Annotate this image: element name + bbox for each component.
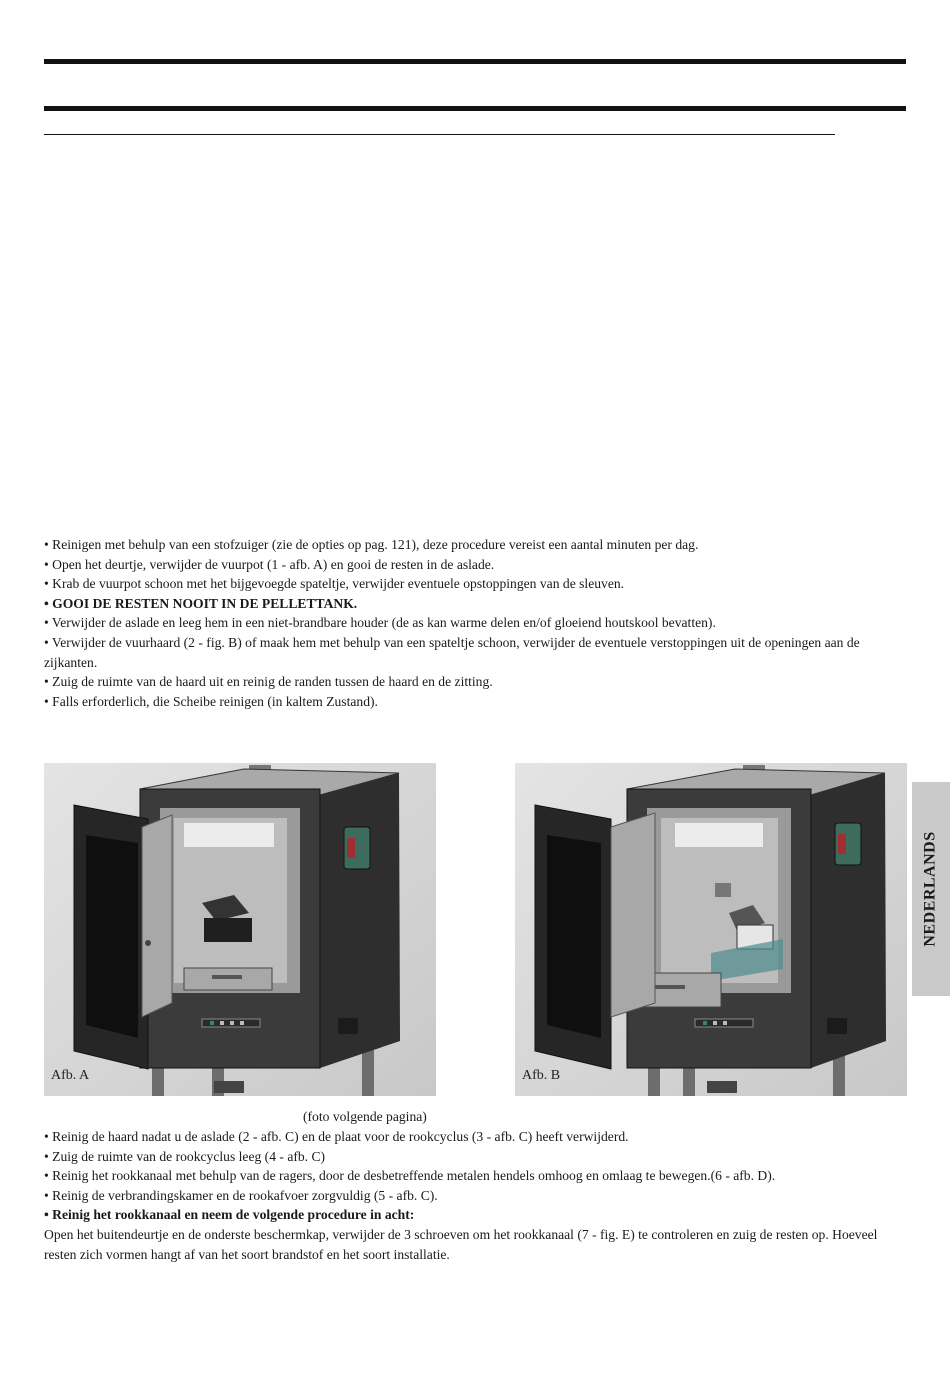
- smoke-duct-instructions: [44, 1127, 910, 1264]
- instruction-line: • Verwijder de vuurhaard (2 - fig. B) of maak hem met behulp van een spateltje schoon, verwijder de eventuele verstoppingen uit de openingen aan de zijkanten.: [44, 634, 860, 670]
- figure-a: [44, 763, 436, 1096]
- figure-label: Afb. A: [51, 1068, 90, 1083]
- top-thick-rule: [44, 59, 906, 64]
- instruction-line: • Reinig de haard nadat u de aslade (2 - afb. C) en de plaat voor de rookcyclus (3 - afb. C) heeft verwijderd.: [44, 1129, 629, 1144]
- cleaning-instructions: [44, 535, 910, 711]
- instruction-line: • Reinigen met behulp van een stofzuiger (zie de opties op pag. 121), deze procedure vereist een aantal minuten per dag.: [44, 537, 699, 552]
- instruction-line: Open het buitendeurtje en de onderste beschermkap, verwijder de 3 schroeven om het rookkanaal (7 - fig. E) te controleren en zuig de resten op. Hoeveel resten zich vormen hangt af van het soort brandstof en het soort installatie.: [44, 1226, 878, 1262]
- instruction-line: • Reinig het rookkanaal met behulp van de ragers, door de desbetreffende metalen hendels omhoog en omlaag te bewegen.(6 - afb. D).: [44, 1168, 776, 1184]
- instruction-line: • Zuig de ruimte van de haard uit en reinig de randen tussen de haard en de zitting.: [44, 674, 493, 690]
- figure-b: [515, 763, 907, 1096]
- instruction-warning: • GOOI DE RESTEN NOOIT IN DE PELLETTANK.: [44, 595, 358, 611]
- second-thick-rule: [44, 106, 906, 111]
- instruction-line: • Open het deurtje, verwijder de vuurpot (1 - afb. A) en gooi de resten in de aslade.: [44, 556, 495, 572]
- photo-caption: (foto volgende pagina): [303, 1109, 427, 1124]
- language-tab-label: NEDERLANDS: [922, 831, 939, 947]
- stove-illustration-b: [515, 763, 907, 1096]
- thin-rule: [44, 134, 835, 135]
- instruction-line: • Reinig de verbrandingskamer en de rookafvoer zorgvuldig (5 - afb. C).: [44, 1187, 438, 1203]
- instruction-line: • Zuig de ruimte van de rookcyclus leeg (4 - afb. C): [44, 1148, 326, 1164]
- language-tab: [912, 782, 950, 996]
- instruction-line: • Verwijder de aslade en leeg hem in een niet-brandbare houder (de as kan warme delen en/of gloeiend houtskool bevatten).: [44, 615, 716, 631]
- instruction-line: • Krab de vuurpot schoon met het bijgevoegde spateltje, verwijder eventuele opstoppingen van de sleuven.: [44, 576, 625, 592]
- instruction-heading: • Reinig het rookkanaal en neem de volgende procedure in acht:: [44, 1207, 415, 1223]
- instruction-line: • Falls erforderlich, die Scheibe reinigen (in kaltem Zustand).: [44, 693, 378, 709]
- figure-label: Afb. B: [522, 1068, 561, 1083]
- stove-illustration-a: [44, 763, 436, 1096]
